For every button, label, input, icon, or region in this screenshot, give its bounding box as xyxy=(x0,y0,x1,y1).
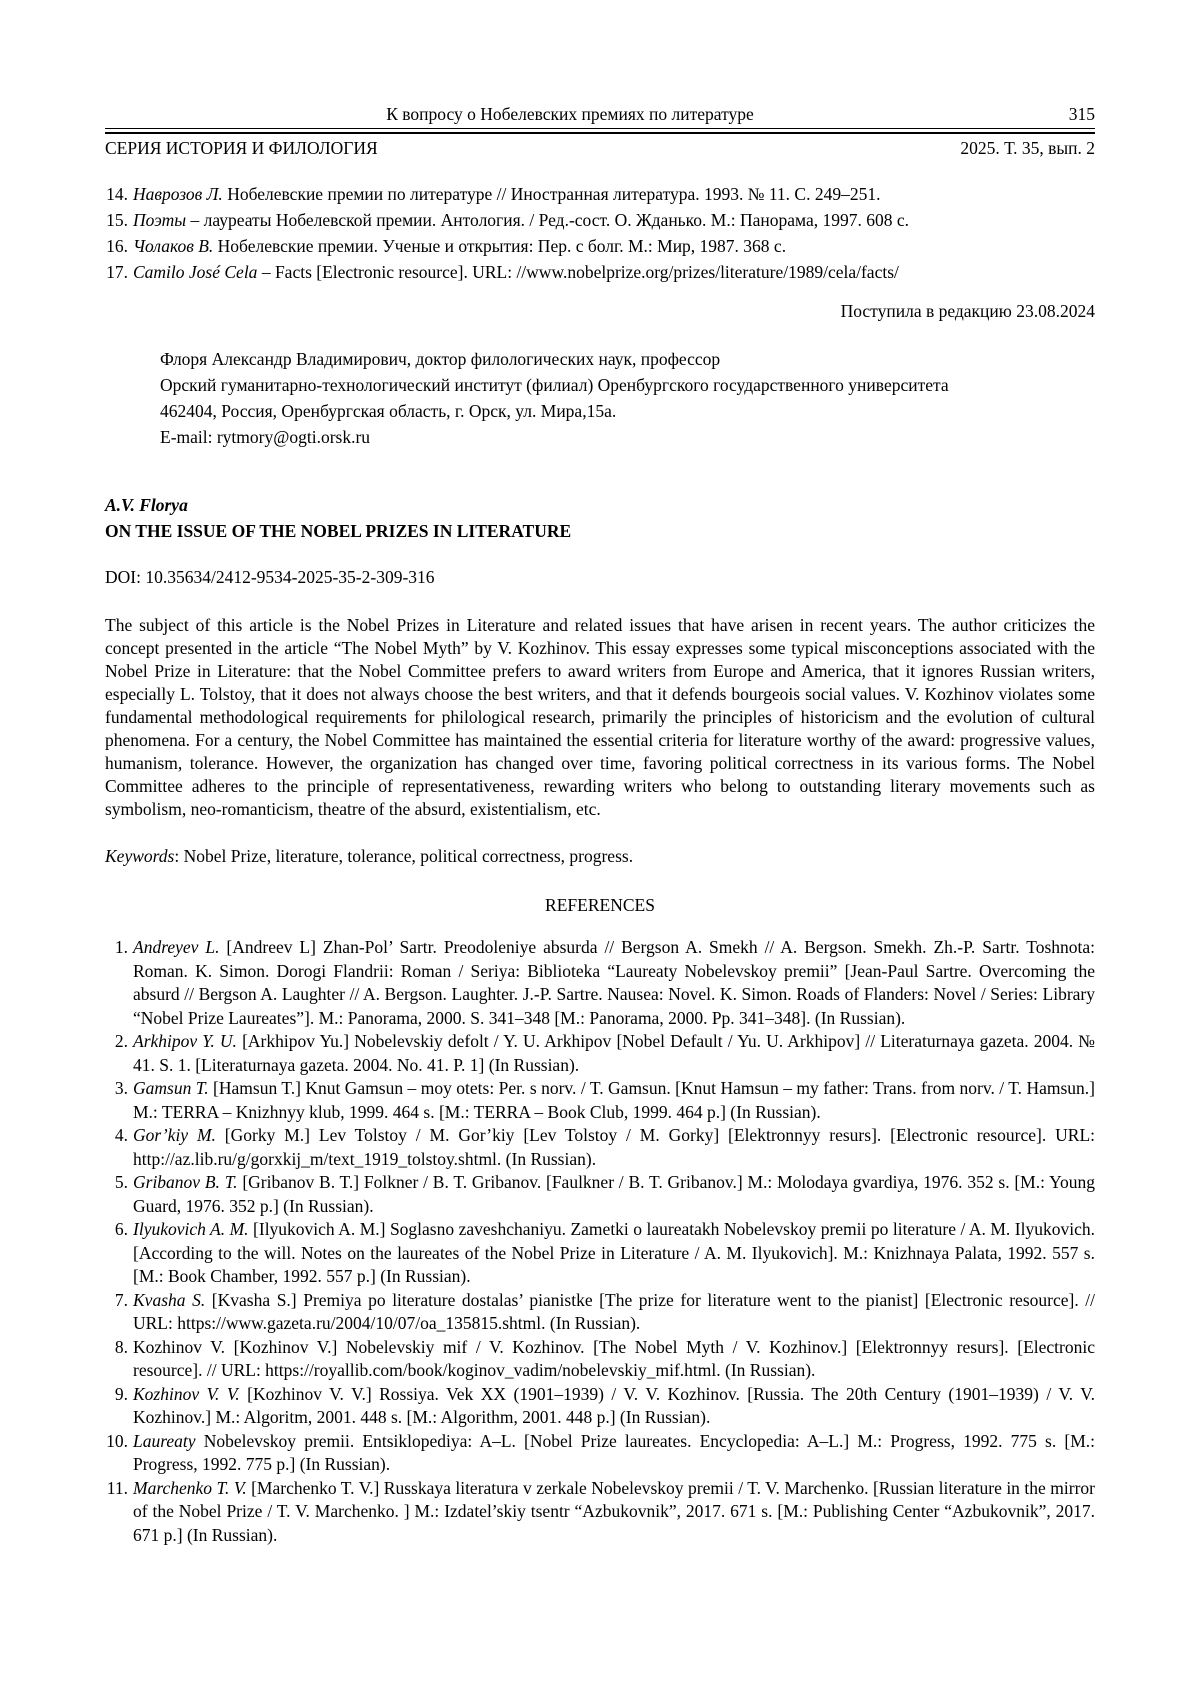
reference-author: Чолаков В. xyxy=(133,236,214,256)
reference-body: [Gorky M.] Lev Tolstoy / M. Gor’kiy [Lev Tolstoy / M. Gorky] [Elektronnyy resurs]. [Electronic resource]. URL: http://az.lib.ru/g/gorxkij_m/text_1919_tolstoy.shtml. (In Russian). xyxy=(133,1125,1095,1169)
reference-number: 11. xyxy=(106,1477,128,1498)
received-date: Поступила в редакцию 23.08.2024 xyxy=(840,301,1095,321)
author-info-block xyxy=(160,346,1095,450)
reference-number: 6. xyxy=(114,1219,128,1239)
header-rule-thick xyxy=(105,132,1095,134)
reference-number: 7. xyxy=(114,1289,128,1310)
reference-body: – Facts [Electronic resource]. URL: //www.nobelprize.org/prizes/literature/1989/cela/facts/ xyxy=(257,262,899,282)
reference-number: 16. xyxy=(106,236,128,256)
reference-author: Ilyukovich A. M. xyxy=(133,1219,249,1239)
reference-item xyxy=(105,1077,1095,1124)
reference-text xyxy=(133,1336,1095,1383)
series-row xyxy=(105,138,1095,159)
reference-item xyxy=(105,936,1095,1030)
series-label: СЕРИЯ ИСТОРИЯ И ФИЛОЛОГИЯ xyxy=(105,138,378,158)
reference-body: Нобелевские премии. Ученые и открытия: Пер. с болг. М.: Мир, 1987. 368 с. xyxy=(213,236,787,256)
reference-text xyxy=(133,1430,1095,1477)
reference-item xyxy=(105,181,1095,207)
reference-body: [Arkhipov Yu.] Nobelevskiy defolt / Y. U. Arkhipov [Nobel Default / Yu. U. Arkhipov] // Literaturnaya gazeta. 2004. № 41. S. 1. [Literaturnaya gazeta. 2004. No. 41. P. 1] (In Russian). xyxy=(133,1031,1095,1075)
reference-text xyxy=(133,181,1095,207)
reference-text xyxy=(133,1383,1095,1430)
reference-body: – лауреаты Нобелевской премии. Антология. / Ред.-сост. О. Жданько. М.: Панорама, 1997. 608 с. xyxy=(186,210,909,230)
reference-author: Gor’kiy M. xyxy=(133,1125,216,1145)
reference-author: Gamsun T. xyxy=(133,1078,209,1098)
reference-author: Camilo José Cela xyxy=(133,262,258,282)
reference-author: Andreyev L. xyxy=(133,937,220,957)
reference-item xyxy=(105,1336,1095,1383)
reference-item xyxy=(105,1218,1095,1289)
reference-text xyxy=(133,1289,1095,1336)
running-title: К вопросу о Нобелевских премиях по литературе xyxy=(386,104,754,124)
reference-number: 10. xyxy=(106,1430,128,1451)
postal-address: 462404, Россия, Оренбургская область, г. Орск, ул. Мира,15а. xyxy=(160,401,617,421)
reference-text xyxy=(133,233,1095,259)
reference-item xyxy=(105,1289,1095,1336)
reference-number: 15. xyxy=(106,210,128,230)
keywords-line xyxy=(105,843,1095,869)
reference-text xyxy=(133,259,1095,285)
reference-item xyxy=(105,1124,1095,1171)
references-heading: REFERENCES xyxy=(545,895,655,915)
reference-number: 8. xyxy=(114,1336,128,1357)
reference-text xyxy=(133,936,1095,1030)
reference-text xyxy=(133,1477,1095,1548)
reference-text xyxy=(133,1077,1095,1124)
reference-author: Поэты xyxy=(133,210,187,230)
reference-author: Arkhipov Y. U. xyxy=(133,1031,237,1051)
reference-text xyxy=(133,1218,1095,1289)
reference-item xyxy=(105,1030,1095,1077)
reference-body: [Kozhinov V. V.] Rossiya. Vek XX (1901–1939) / V. V. Kozhinov. [Russia. The 20th Century (1901–1939) / V. V. Kozhinov.] M.: Algoritm, 2001. 448 s. [M.: Algorithm, 2001. 448 p.] (In Russian). xyxy=(133,1383,1096,1427)
reference-author: Gribanov B. T. xyxy=(133,1172,238,1192)
reference-number: 17. xyxy=(106,262,128,282)
keywords-label: Keywords xyxy=(105,846,175,866)
article-title-en: ON THE ISSUE OF THE NOBEL PRIZES IN LITERATURE xyxy=(105,521,572,541)
reference-number: 9. xyxy=(114,1383,128,1404)
affiliation: Орский гуманитарно-технологический институт (филиал) Оренбургского государственного университета xyxy=(160,375,949,395)
reference-body: Nobelevskoy premii. Entsiklopediya: A–L. [Nobel Prize laureates. Encyclopedia: A–L.] M.: Progress, 1992. 775 s. [M.: Progress, 1992. 775 p.] (In Russian). xyxy=(133,1430,1095,1474)
reference-body: Нобелевские премии по литературе // Иностранная литература. 1993. № 11. С. 249–251. xyxy=(222,184,881,204)
reference-author: Laureaty xyxy=(133,1430,196,1451)
reference-number: 1. xyxy=(114,937,128,957)
reference-number: 4. xyxy=(114,1125,128,1145)
references-list xyxy=(105,936,1095,1547)
reference-body: [Gribanov B. T.] Folkner / B. T. Gribanov. [Faulkner / B. T. Gribanov.] M.: Molodaya gvardiya, 1976. 352 s. [M.: Young Guard, 1976. 352 p.] (In Russian). xyxy=(133,1172,1095,1216)
page-header xyxy=(105,104,1095,159)
reference-body: Kozhinov V. [Kozhinov V.] Nobelevskiy mif / V. Kozhinov. [The Nobel Myth / V. Kozhinov.] [Elektronnyy resurs]. [Electronic resource]. // URL: https://royallib.com/book/koginov_vadim/nobelevskiy_mif.html. (In Russian). xyxy=(133,1336,1095,1380)
reference-number: 14. xyxy=(106,184,128,204)
email-line: E-mail: rytmory@ogti.orsk.ru xyxy=(160,427,371,447)
running-head-row xyxy=(105,104,1095,125)
volume-issue: 2025. Т. 35, вып. 2 xyxy=(960,138,1095,158)
keywords-text: : Nobel Prize, literature, tolerance, political correctness, progress. xyxy=(174,846,634,866)
russian-references-list xyxy=(105,181,1095,285)
reference-number: 3. xyxy=(114,1078,128,1098)
reference-body: [Ilyukovich A. M.] Soglasno zaveshchaniyu. Zametki o laureatakh Nobelevskoy premii po literature / A. M. Ilyukovich. [According to the will. Notes on the laureates of the Nobel Prize in Literature / A. M. Ilyukovich]. M.: Knizhnaya Palata, 1992. 557 s. [M.: Book Chamber, 1992. 557 p.] (In Russian). xyxy=(133,1219,1095,1286)
reference-item xyxy=(105,259,1095,285)
author-name-en: A.V. Florya xyxy=(105,495,188,515)
reference-item xyxy=(105,1430,1095,1477)
reference-item xyxy=(105,1477,1095,1548)
reference-body: [Andreev L] Zhan-Pol’ Sartr. Preodoleniye absurda // Bergson A. Smekh // A. Bergson. Smekh. Zh.-P. Sartr. Toshnota: Roman. K. Simon. Dorogi Flandrii: Roman / Seriya: Biblioteka “Laureaty Nobelevskoy premii” [Jean-Paul Sartre. Overcoming the absurd // Bergson A. Laughter // A. Bergson. Laughter. J.-P. Sartre. Nausea: Novel. K. Simon. Roads of Flanders: Novel / Series: Library “Nobel Prize Laureates”]. M.: Panorama, 2000. S. 341–348 [M.: Panorama, 2000. Pp. 341–348]. (In Russian). xyxy=(133,937,1096,1028)
page-number: 315 xyxy=(1068,104,1095,124)
reference-author: Kozhinov V. V. xyxy=(133,1383,240,1404)
reference-text xyxy=(133,1171,1095,1218)
reference-body: [Marchenko T. V.] Russkaya literatura v zerkale Nobelevskoy premii / T. V. Marchenko. [Russian literature in the mirror of the Nobel Prize / T. V. Marchenko. ] M.: Izdatel’skiy tsentr “Azbukovnik”, 2017. 671 s. [M.: Publishing Center “Azbukovnik”, 2017. 671 p.] (In Russian). xyxy=(133,1477,1095,1545)
reference-body: [Hamsun T.] Knut Gamsun – moy otets: Per. s norv. / T. Gamsun. [Knut Hamsun – my father: Trans. from norv. / T. Hamsun.] M.: TERRA – Knizhnyy klub, 1999. 464 s. [M.: TERRA – Book Club, 1999. 464 p.] (In Russian). xyxy=(133,1078,1095,1122)
reference-item xyxy=(105,233,1095,259)
header-rule-thin xyxy=(105,128,1095,129)
reference-author: Marchenko T. V. xyxy=(133,1477,247,1498)
reference-text xyxy=(133,1124,1095,1171)
reference-body: [Kvasha S.] Premiya po literature dostalas’ pianistke [The prize for literature went to the pianist] [Electronic resource]. // URL: https://www.gazeta.ru/2004/10/07/oa_135815.shtml. (In Russian). xyxy=(133,1289,1096,1333)
reference-item xyxy=(105,1383,1095,1430)
author-name-degree: Флоря Александр Владимирович, доктор филологических наук, профессор xyxy=(160,349,721,369)
reference-item xyxy=(105,1171,1095,1218)
english-title-block xyxy=(105,492,1095,869)
doi-line: DOI: 10.35634/2412-9534-2025-35-2-309-316 xyxy=(105,567,435,587)
reference-text xyxy=(133,1030,1095,1077)
reference-item xyxy=(105,207,1095,233)
reference-author: Kvasha S. xyxy=(133,1289,206,1310)
abstract-text: The subject of this article is the Nobel Prizes in Literature and related issues that have arisen in recent years. The author criticizes the concept presented in the article “The Nobel Myth” by V. Kozhinov. This essay expresses some typical misconceptions associated with the Nobel Prize in Literature: that the Nobel Committee prefers to award writers from Europe and America, that it ignores Russian writers, especially L. Tolstoy, that it does not always choose the best writers, and that it defends bourgeois social values. V. Kozhinov violates some fundamental methodological requirements for philological research, primarily the principles of historicism and the evolution of cultural phenomena. For a century, the Nobel Committee has maintained the essential criteria for literature worthy of the award: progressive values, humanism, tolerance. However, the organization has changed over time, favoring political correctness in its various forms. The Nobel Committee adheres to the principle of representativeness, rewarding writers who belong to outstanding literary movements such as symbolism, neo-romanticism, theatre of the absurd, existentialism, etc. xyxy=(105,615,1095,819)
reference-number: 2. xyxy=(114,1031,128,1051)
reference-text xyxy=(133,207,1095,233)
reference-number: 5. xyxy=(114,1172,128,1192)
reference-author: Наврозов Л. xyxy=(133,184,223,204)
